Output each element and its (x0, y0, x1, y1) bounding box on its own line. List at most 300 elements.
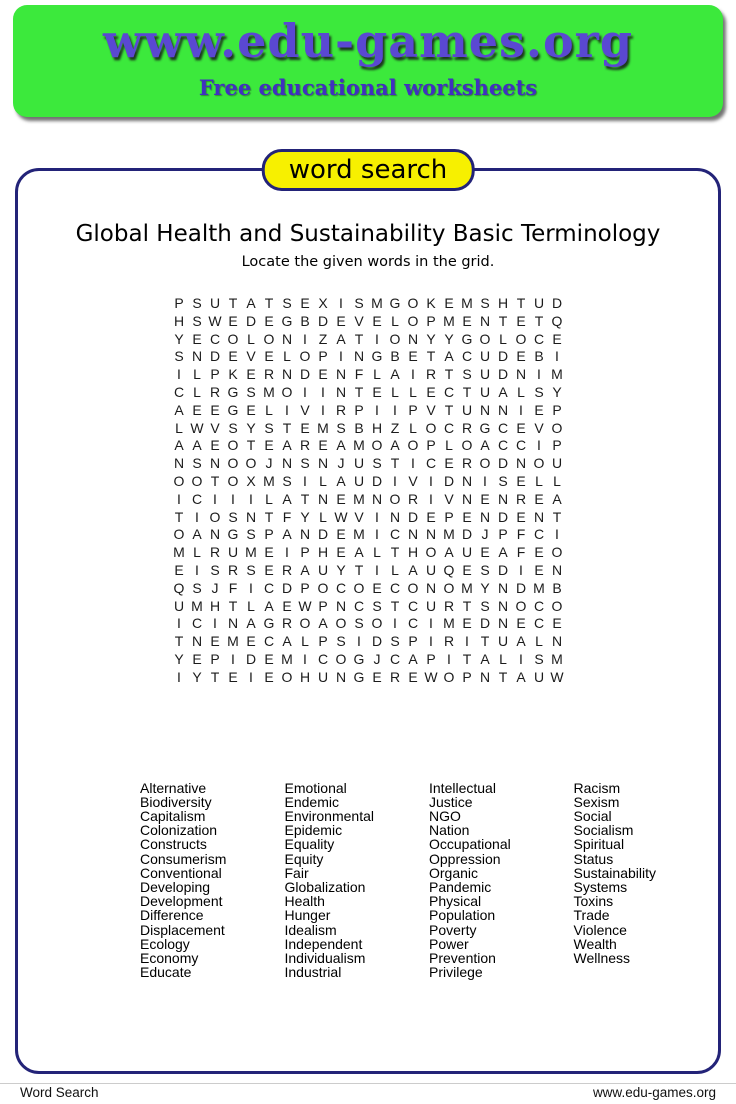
grid-cell: E (462, 561, 472, 578)
grid-cell: J (211, 579, 219, 596)
grid-cell: T (516, 295, 526, 311)
word-item: Displacement (140, 921, 225, 938)
grid-cell: O (263, 330, 275, 347)
grid-cell: V (354, 312, 364, 329)
grid-cell: M (443, 615, 455, 632)
grid-cell: O (407, 295, 419, 311)
grid-cell: H (299, 668, 311, 685)
grid-cell: O (425, 544, 437, 561)
grid-cell: T (246, 437, 256, 454)
grid-row (170, 651, 566, 669)
grid-cell: S (498, 472, 508, 489)
grid-cell: E (264, 668, 274, 685)
footer-right-label: www.edu-games.org (592, 1085, 716, 1100)
grid-cell: M (533, 579, 545, 596)
grid-cell: Y (174, 330, 184, 347)
grid-cell: O (425, 419, 437, 436)
grid-cell: U (479, 383, 491, 400)
grid-cell: G (227, 383, 239, 400)
grid-cell: E (516, 348, 526, 365)
grid-cell: Y (192, 668, 202, 685)
grid-cell: P (408, 633, 418, 650)
grid-cell: L (499, 330, 507, 347)
grid-cell: D (299, 366, 311, 383)
grid-cell: C (173, 383, 185, 400)
grid-cell: N (191, 633, 203, 650)
grid-cell: R (461, 419, 473, 436)
grid-cell: A (408, 561, 418, 578)
word-item: Biodiversity (140, 793, 212, 810)
grid-cell: H (497, 295, 509, 311)
grid-cell: D (281, 579, 293, 596)
grid-cell: P (300, 579, 310, 596)
grid-cell: U (479, 366, 491, 383)
grid-cell: N (551, 633, 563, 650)
grid-cell: N (515, 366, 527, 383)
grid-cell: U (209, 295, 221, 311)
grid-cell: O (551, 597, 563, 614)
grid-cell: E (246, 633, 256, 650)
grid-cell: T (264, 508, 274, 525)
grid-cell: E (210, 437, 220, 454)
grid-cell: Y (246, 419, 256, 436)
grid-cell: A (174, 437, 184, 454)
grid-cell: H (209, 597, 221, 614)
grid-row (170, 455, 566, 473)
grid-cell: R (443, 633, 455, 650)
word-item: Hunger (284, 907, 331, 924)
grid-cell: V (534, 419, 544, 436)
grid-cell: T (354, 561, 364, 578)
grid-cell: H (173, 312, 185, 329)
grid-cell: M (245, 544, 257, 561)
grid-cell: O (227, 330, 239, 347)
grid-cell: N (389, 508, 401, 525)
grid-cell: N (335, 668, 347, 685)
grid-cell: M (551, 366, 563, 383)
grid-cell: S (264, 419, 274, 436)
grid-cell: U (353, 472, 365, 489)
grid-cell: L (193, 544, 201, 561)
grid-cell: R (281, 615, 293, 632)
grid-cell: S (336, 419, 346, 436)
word-item: Sexism (573, 793, 620, 810)
grid-cell: N (353, 348, 365, 365)
grid-cell: N (461, 472, 473, 489)
word-item: Sustainability (573, 864, 656, 881)
word-item: Social (573, 807, 612, 824)
word-item: Alternative (140, 779, 207, 796)
word-item: Colonization (140, 822, 218, 839)
word-item: Fair (284, 864, 309, 881)
word-item: Organic (429, 864, 479, 881)
grid-cell: M (353, 526, 365, 543)
word-column (429, 781, 574, 980)
grid-cell: E (480, 544, 490, 561)
grid-cell: T (282, 419, 292, 436)
badge-label: word search (288, 155, 448, 185)
grid-cell: T (300, 490, 310, 507)
word-item: Ecology (140, 935, 190, 952)
grid-cell: D (497, 366, 509, 383)
grid-row (170, 348, 566, 366)
grid-cell: M (461, 295, 473, 311)
word-search-badge (262, 149, 475, 191)
grid-cell: E (534, 544, 544, 561)
grid-cell: N (191, 348, 203, 365)
grid-cell: U (425, 561, 437, 578)
grid-cell: S (192, 455, 202, 472)
word-item: Equality (284, 836, 335, 853)
grid-cell: E (552, 330, 562, 347)
grid-cell: E (372, 312, 382, 329)
grid-cell: G (281, 312, 293, 329)
word-item: Educate (140, 964, 192, 981)
grid-cell: W (550, 668, 564, 685)
grid-cell: B (300, 312, 310, 329)
grid-cell: S (228, 419, 238, 436)
grid-cell: A (498, 383, 508, 400)
grid-cell: C (461, 348, 473, 365)
footer-left-label: Word Search (20, 1085, 99, 1100)
grid-cell: R (407, 490, 419, 507)
grid-row (170, 526, 566, 544)
grid-cell: O (299, 348, 311, 365)
grid-cell: A (282, 526, 292, 543)
grid-cell: I (429, 490, 433, 507)
grid-cell: E (264, 544, 274, 561)
grid-cell: E (516, 312, 526, 329)
grid-cell: O (479, 455, 491, 472)
grid-cell: S (228, 508, 238, 525)
grid-cell: S (480, 597, 490, 614)
grid-cell: M (353, 490, 365, 507)
grid-cell: L (265, 490, 273, 507)
grid-cell: L (553, 472, 561, 489)
grid-cell: D (497, 348, 509, 365)
grid-cell: S (372, 455, 382, 472)
grid-cell: F (228, 579, 238, 596)
grid-cell: S (246, 383, 256, 400)
grid-cell: E (372, 579, 382, 596)
grid-cell: N (407, 526, 419, 543)
grid-cell: N (245, 508, 257, 525)
word-list (18, 781, 718, 980)
grid-cell: W (424, 668, 438, 685)
grid-cell: L (535, 633, 543, 650)
grid-cell: L (517, 383, 525, 400)
grid-cell: E (228, 312, 238, 329)
grid-cell: I (303, 472, 307, 489)
grid-cell: N (407, 330, 419, 347)
grid-cell: I (213, 615, 217, 632)
grid-cell: Z (390, 419, 400, 436)
grid-cell: E (462, 615, 472, 632)
word-item: Health (284, 893, 325, 910)
grid-cell: D (209, 348, 221, 365)
grid-cell: W (298, 597, 312, 614)
grid-cell: H (371, 419, 383, 436)
grid-cell: H (407, 544, 419, 561)
grid-cell: Y (552, 383, 562, 400)
grid-cell: N (335, 597, 347, 614)
grid-cell: I (483, 472, 487, 489)
word-item: Poverty (429, 921, 477, 938)
grid-cell: G (353, 650, 365, 667)
grid-cell: P (552, 437, 562, 454)
grid-cell: I (555, 526, 559, 543)
grid-cell: A (498, 544, 508, 561)
grid-cell: D (515, 579, 527, 596)
grid-cell: W (334, 508, 348, 525)
grid-cell: P (174, 295, 184, 311)
grid-row (170, 544, 566, 562)
grid-cell: N (533, 508, 545, 525)
grid-cell: M (371, 295, 383, 311)
grid-cell: R (263, 366, 275, 383)
grid-cell: D (443, 472, 455, 489)
grid-cell: V (444, 490, 454, 507)
grid-cell: C (335, 579, 347, 596)
grid-cell: I (393, 615, 397, 632)
word-column (140, 781, 285, 980)
grid-cell: N (461, 490, 473, 507)
grid-cell: N (425, 526, 437, 543)
grid-cell: A (336, 437, 346, 454)
grid-cell: C (533, 330, 545, 347)
grid-cell: O (371, 437, 383, 454)
grid-cell: B (534, 348, 544, 365)
grid-cell: E (336, 544, 346, 561)
grid-cell: A (444, 348, 454, 365)
grid-cell: A (390, 366, 400, 383)
grid-cell: U (533, 295, 545, 311)
grid-cell: Y (444, 330, 454, 347)
grid-cell: D (317, 312, 329, 329)
grid-cell: C (263, 579, 275, 596)
grid-cell: I (249, 490, 253, 507)
word-item: Prevention (429, 949, 496, 966)
grid-cell: N (335, 383, 347, 400)
word-item: Difference (140, 907, 204, 924)
grid-cell: O (317, 579, 329, 596)
grid-cell: O (407, 312, 419, 329)
word-item: Environmental (284, 807, 374, 824)
grid-cell: L (247, 597, 255, 614)
grid-cell: K (426, 295, 436, 311)
grid-cell: E (336, 490, 346, 507)
grid-cell: G (227, 526, 239, 543)
grid-cell: L (283, 348, 291, 365)
grid-cell: A (354, 544, 364, 561)
grid-cell: O (173, 472, 185, 489)
grid-cell: L (499, 650, 507, 667)
grid-cell: R (335, 401, 347, 418)
grid-cell: S (192, 579, 202, 596)
grid-cell: N (281, 455, 293, 472)
grid-cell: O (407, 437, 419, 454)
grid-cell: G (479, 419, 491, 436)
grid-cell: G (263, 615, 275, 632)
grid-cell: S (300, 455, 310, 472)
word-item: Trade (573, 907, 610, 924)
grid-cell: I (285, 544, 289, 561)
grid-cell: E (336, 526, 346, 543)
grid-cell: E (192, 650, 202, 667)
grid-cell: E (264, 348, 274, 365)
grid-row (170, 437, 566, 455)
grid-cell: S (192, 295, 202, 311)
grid-cell: P (498, 526, 508, 543)
grid-cell: I (177, 615, 181, 632)
grid-cell: V (210, 419, 220, 436)
grid-cell: U (227, 544, 239, 561)
grid-cell: I (393, 472, 397, 489)
grid-cell: L (301, 633, 309, 650)
grid-cell: P (300, 544, 310, 561)
grid-cell: T (462, 597, 472, 614)
grid-cell: A (390, 437, 400, 454)
grid-cell: I (249, 579, 253, 596)
grid-cell: S (174, 348, 184, 365)
grid-cell: J (337, 455, 345, 472)
grid-cell: E (462, 508, 472, 525)
grid-cell: O (515, 330, 527, 347)
grid-cell: E (480, 490, 490, 507)
grid-cell: Y (174, 650, 184, 667)
grid-cell: F (354, 366, 364, 383)
grid-cell: R (299, 437, 311, 454)
grid-cell: L (535, 472, 543, 489)
grid-row (170, 562, 566, 580)
grid-cell: I (393, 401, 397, 418)
word-item: Conventional (140, 864, 222, 881)
footer (0, 1083, 736, 1100)
grid-cell: E (192, 330, 202, 347)
worksheet-container (15, 155, 721, 1074)
grid-cell: O (479, 330, 491, 347)
grid-cell: V (300, 401, 310, 418)
grid-cell: O (407, 579, 419, 596)
grid-cell: S (246, 526, 256, 543)
grid-cell: L (409, 383, 417, 400)
grid-cell: U (551, 455, 563, 472)
grid-cell: I (339, 348, 343, 365)
grid-cell: N (335, 366, 347, 383)
grid-cell: E (264, 650, 274, 667)
grid-cell: V (408, 472, 418, 489)
grid-cell: E (210, 401, 220, 418)
word-item: Endemic (284, 793, 339, 810)
grid-cell: R (209, 544, 221, 561)
grid-cell: A (318, 615, 328, 632)
grid-cell: S (282, 295, 292, 311)
grid-cell: C (497, 419, 509, 436)
grid-cell: A (444, 544, 454, 561)
grid-cell: T (552, 508, 562, 525)
grid-cell: I (375, 561, 379, 578)
grid-cell: D (371, 472, 383, 489)
instruction-text: Locate the given words in the grid. (241, 254, 495, 270)
grid-cell: M (461, 579, 473, 596)
grid-cell: A (192, 526, 202, 543)
letter-grid (170, 295, 566, 687)
grid-cell: M (551, 650, 563, 667)
grid-cell: M (191, 597, 203, 614)
grid-cell: D (497, 561, 509, 578)
grid-cell: E (264, 561, 274, 578)
grid-cell: P (354, 401, 364, 418)
word-item: Individualism (284, 949, 366, 966)
grid-cell: Y (480, 579, 490, 596)
grid-cell: O (461, 437, 473, 454)
grid-cell: I (429, 472, 433, 489)
grid-cell: T (210, 668, 220, 685)
word-item: Equity (284, 850, 324, 867)
grid-cell: M (173, 544, 185, 561)
word-item: Pandemic (429, 878, 492, 895)
grid-cell: A (246, 295, 256, 311)
grid-row (170, 491, 566, 509)
grid-cell: V (354, 508, 364, 525)
grid-cell: I (321, 383, 325, 400)
word-item: Consumerism (140, 850, 227, 867)
grid-cell: C (533, 526, 545, 543)
grid-cell: L (319, 508, 327, 525)
grid-cell: I (213, 490, 217, 507)
grid-cell: N (479, 401, 491, 418)
grid-cell: N (515, 455, 527, 472)
grid-cell: G (371, 348, 383, 365)
grid-cell: V (426, 401, 436, 418)
grid-cell: N (551, 561, 563, 578)
grid-cell: N (173, 455, 185, 472)
grid-cell: T (444, 401, 454, 418)
grid-cell: O (443, 668, 455, 685)
grid-cell: Y (336, 561, 346, 578)
grid-cell: P (318, 633, 328, 650)
grid-row (170, 295, 566, 313)
word-item: Justice (429, 793, 473, 810)
grid-cell: E (516, 472, 526, 489)
grid-cell: I (429, 633, 433, 650)
grid-cell: E (462, 312, 472, 329)
word-item: Constructs (140, 836, 207, 853)
grid-cell: S (282, 472, 292, 489)
grid-cell: P (426, 312, 436, 329)
grid-cell: D (245, 650, 257, 667)
word-item: Development (140, 893, 223, 910)
grid-cell: I (519, 650, 523, 667)
grid-cell: T (228, 597, 238, 614)
grid-cell: Q (551, 312, 563, 329)
grid-cell: N (209, 526, 221, 543)
grid-cell: C (515, 437, 527, 454)
grid-cell: N (497, 490, 509, 507)
grid-cell: R (443, 597, 455, 614)
grid-cell: S (192, 312, 202, 329)
grid-cell: U (173, 597, 185, 614)
grid-cell: I (465, 633, 469, 650)
grid-cell: U (353, 455, 365, 472)
grid-cell: D (245, 312, 257, 329)
grid-cell: I (411, 455, 415, 472)
grid-cell: B (390, 348, 400, 365)
word-item: Occupational (429, 836, 511, 853)
site-tagline: Free educational worksheets (198, 75, 538, 100)
grid-cell: O (227, 472, 239, 489)
grid-cell: N (299, 526, 311, 543)
